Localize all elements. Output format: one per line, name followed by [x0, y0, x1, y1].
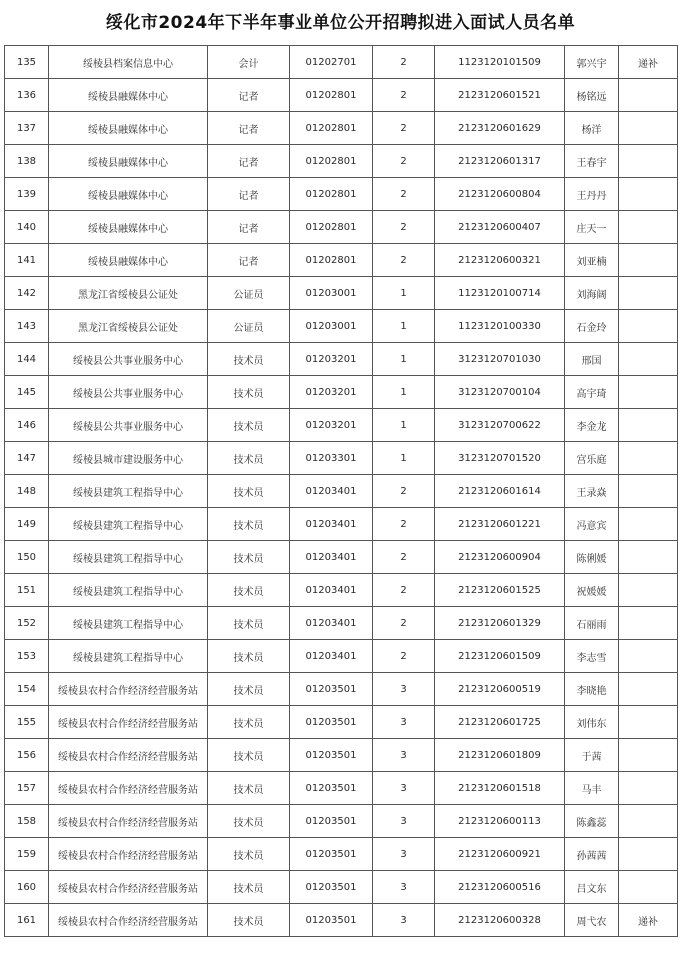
remark [619, 343, 678, 376]
remark: 递补 [619, 46, 678, 79]
row-number: 147 [5, 442, 49, 475]
candidate-name: 孙茜茜 [565, 838, 619, 871]
row-number: 150 [5, 541, 49, 574]
hiring-count: 2 [373, 574, 435, 607]
position-name: 记者 [208, 79, 290, 112]
hiring-count: 2 [373, 46, 435, 79]
position-name: 记者 [208, 244, 290, 277]
candidate-name: 马丰 [565, 772, 619, 805]
hiring-count: 3 [373, 673, 435, 706]
employer-unit: 绥棱县融媒体中心 [49, 178, 208, 211]
row-number: 161 [5, 904, 49, 937]
exam-number: 2123120601221 [435, 508, 565, 541]
candidate-name: 刘亚楠 [565, 244, 619, 277]
hiring-count: 1 [373, 376, 435, 409]
row-number: 136 [5, 79, 49, 112]
position-code: 01203501 [290, 739, 373, 772]
position-name: 公证员 [208, 310, 290, 343]
position-code: 01203501 [290, 706, 373, 739]
position-code: 01203401 [290, 574, 373, 607]
hiring-count: 2 [373, 244, 435, 277]
position-name: 技术员 [208, 805, 290, 838]
table-row [5, 574, 678, 607]
remark [619, 574, 678, 607]
candidate-name: 刘伟东 [565, 706, 619, 739]
position-code: 01203401 [290, 475, 373, 508]
remark [619, 772, 678, 805]
table-row [5, 607, 678, 640]
candidate-name: 祝媛媛 [565, 574, 619, 607]
remark [619, 79, 678, 112]
position-name: 技术员 [208, 673, 290, 706]
position-name: 技术员 [208, 541, 290, 574]
candidate-name: 邢国 [565, 343, 619, 376]
candidate-table [4, 45, 678, 937]
employer-unit: 绥棱县建筑工程指导中心 [49, 607, 208, 640]
row-number: 159 [5, 838, 49, 871]
hiring-count: 2 [373, 541, 435, 574]
position-name: 技术员 [208, 772, 290, 805]
employer-unit: 绥棱县农村合作经济经营服务站 [49, 838, 208, 871]
table-row [5, 409, 678, 442]
row-number: 148 [5, 475, 49, 508]
position-code: 01202801 [290, 145, 373, 178]
position-code: 01203501 [290, 871, 373, 904]
table-row [5, 211, 678, 244]
table-row [5, 145, 678, 178]
remark [619, 541, 678, 574]
candidate-name: 王春宇 [565, 145, 619, 178]
position-name: 公证员 [208, 277, 290, 310]
table-row [5, 673, 678, 706]
table-row [5, 805, 678, 838]
candidate-name: 高宇琦 [565, 376, 619, 409]
remark: 递补 [619, 904, 678, 937]
table-row [5, 277, 678, 310]
position-name: 技术员 [208, 442, 290, 475]
table-row [5, 46, 678, 79]
remark [619, 640, 678, 673]
employer-unit: 绥棱县融媒体中心 [49, 112, 208, 145]
exam-number: 3123120701520 [435, 442, 565, 475]
remark [619, 244, 678, 277]
position-name: 记者 [208, 178, 290, 211]
exam-number: 2123120601725 [435, 706, 565, 739]
position-code: 01203401 [290, 541, 373, 574]
row-number: 149 [5, 508, 49, 541]
remark [619, 706, 678, 739]
employer-unit: 绥棱县公共事业服务中心 [49, 343, 208, 376]
row-number: 141 [5, 244, 49, 277]
employer-unit: 绥棱县农村合作经济经营服务站 [49, 673, 208, 706]
candidate-name: 于茜 [565, 739, 619, 772]
exam-number: 2123120601317 [435, 145, 565, 178]
employer-unit: 绥棱县建筑工程指导中心 [49, 475, 208, 508]
exam-number: 2123120600516 [435, 871, 565, 904]
employer-unit: 绥棱县融媒体中心 [49, 145, 208, 178]
candidate-name: 李志雪 [565, 640, 619, 673]
position-name: 技术员 [208, 508, 290, 541]
hiring-count: 2 [373, 145, 435, 178]
remark [619, 475, 678, 508]
row-number: 142 [5, 277, 49, 310]
row-number: 155 [5, 706, 49, 739]
candidate-name: 石金玲 [565, 310, 619, 343]
hiring-count: 3 [373, 838, 435, 871]
employer-unit: 绥棱县建筑工程指导中心 [49, 640, 208, 673]
exam-number: 2123120600804 [435, 178, 565, 211]
hiring-count: 3 [373, 871, 435, 904]
candidate-name: 郭兴宇 [565, 46, 619, 79]
employer-unit: 绥棱县公共事业服务中心 [49, 409, 208, 442]
hiring-count: 2 [373, 112, 435, 145]
table-body [5, 46, 678, 937]
candidate-name: 杨铭远 [565, 79, 619, 112]
hiring-count: 1 [373, 442, 435, 475]
employer-unit: 绥棱县融媒体中心 [49, 79, 208, 112]
table-row [5, 508, 678, 541]
table-row [5, 541, 678, 574]
exam-number: 2123120600904 [435, 541, 565, 574]
hiring-count: 1 [373, 409, 435, 442]
position-code: 01203501 [290, 805, 373, 838]
candidate-name: 冯意宾 [565, 508, 619, 541]
row-number: 139 [5, 178, 49, 211]
position-code: 01203001 [290, 310, 373, 343]
remark [619, 442, 678, 475]
position-code: 01202801 [290, 112, 373, 145]
employer-unit: 绥棱县建筑工程指导中心 [49, 508, 208, 541]
exam-number: 2123120600321 [435, 244, 565, 277]
employer-unit: 绥棱县建筑工程指导中心 [49, 574, 208, 607]
row-number: 135 [5, 46, 49, 79]
row-number: 146 [5, 409, 49, 442]
position-name: 技术员 [208, 739, 290, 772]
table-row [5, 244, 678, 277]
candidate-name: 陈鑫蕊 [565, 805, 619, 838]
remark [619, 145, 678, 178]
table-row [5, 904, 678, 937]
position-code: 01203401 [290, 640, 373, 673]
hiring-count: 1 [373, 310, 435, 343]
remark [619, 739, 678, 772]
table-row [5, 706, 678, 739]
position-name: 技术员 [208, 871, 290, 904]
row-number: 158 [5, 805, 49, 838]
position-code: 01203001 [290, 277, 373, 310]
exam-number: 2123120601521 [435, 79, 565, 112]
row-number: 151 [5, 574, 49, 607]
exam-number: 2123120601614 [435, 475, 565, 508]
position-code: 01202701 [290, 46, 373, 79]
table-row [5, 310, 678, 343]
candidate-name: 庄天一 [565, 211, 619, 244]
candidate-name: 宫乐庭 [565, 442, 619, 475]
position-code: 01203301 [290, 442, 373, 475]
table-row [5, 343, 678, 376]
row-number: 154 [5, 673, 49, 706]
candidate-name: 王丹丹 [565, 178, 619, 211]
position-name: 技术员 [208, 640, 290, 673]
exam-number: 2123120601525 [435, 574, 565, 607]
hiring-count: 2 [373, 178, 435, 211]
row-number: 138 [5, 145, 49, 178]
position-code: 01202801 [290, 79, 373, 112]
table-row [5, 871, 678, 904]
employer-unit: 黑龙江省绥棱县公证处 [49, 277, 208, 310]
exam-number: 2123120600113 [435, 805, 565, 838]
employer-unit: 绥棱县农村合作经济经营服务站 [49, 706, 208, 739]
table-row [5, 178, 678, 211]
hiring-count: 3 [373, 805, 435, 838]
hiring-count: 2 [373, 640, 435, 673]
exam-number: 2123120601629 [435, 112, 565, 145]
hiring-count: 2 [373, 475, 435, 508]
position-code: 01203201 [290, 376, 373, 409]
remark [619, 310, 678, 343]
row-number: 137 [5, 112, 49, 145]
position-code: 01202801 [290, 211, 373, 244]
hiring-count: 3 [373, 904, 435, 937]
exam-number: 2123120600921 [435, 838, 565, 871]
position-code: 01203401 [290, 607, 373, 640]
remark [619, 838, 678, 871]
table-row [5, 442, 678, 475]
page-title: 绥化市2024年下半年事业单位公开招聘拟进入面试人员名单 [105, 13, 576, 33]
candidate-name: 吕文东 [565, 871, 619, 904]
position-name: 技术员 [208, 706, 290, 739]
employer-unit: 绥棱县城市建设服务中心 [49, 442, 208, 475]
candidate-name: 石丽雨 [565, 607, 619, 640]
hiring-count: 1 [373, 277, 435, 310]
exam-number: 1123120100330 [435, 310, 565, 343]
position-code: 01203201 [290, 343, 373, 376]
exam-number: 3123120701030 [435, 343, 565, 376]
position-name: 技术员 [208, 376, 290, 409]
exam-number: 2123120600407 [435, 211, 565, 244]
position-code: 01203501 [290, 904, 373, 937]
position-code: 01202801 [290, 244, 373, 277]
position-code: 01203201 [290, 409, 373, 442]
hiring-count: 2 [373, 79, 435, 112]
employer-unit: 黑龙江省绥棱县公证处 [49, 310, 208, 343]
position-name: 记者 [208, 145, 290, 178]
row-number: 160 [5, 871, 49, 904]
hiring-count: 2 [373, 211, 435, 244]
remark [619, 211, 678, 244]
employer-unit: 绥棱县农村合作经济经营服务站 [49, 739, 208, 772]
position-name: 会计 [208, 46, 290, 79]
hiring-count: 3 [373, 772, 435, 805]
exam-number: 2123120601329 [435, 607, 565, 640]
remark [619, 277, 678, 310]
position-name: 技术员 [208, 838, 290, 871]
table-row [5, 79, 678, 112]
exam-number: 2123120600519 [435, 673, 565, 706]
hiring-count: 3 [373, 706, 435, 739]
candidate-name: 杨洋 [565, 112, 619, 145]
row-number: 152 [5, 607, 49, 640]
table-row [5, 376, 678, 409]
remark [619, 673, 678, 706]
candidate-name: 李金龙 [565, 409, 619, 442]
position-code: 01203501 [290, 772, 373, 805]
position-name: 记者 [208, 211, 290, 244]
remark [619, 178, 678, 211]
exam-number: 1123120100714 [435, 277, 565, 310]
position-code: 01202801 [290, 178, 373, 211]
candidate-name: 陈俐媛 [565, 541, 619, 574]
employer-unit: 绥棱县融媒体中心 [49, 211, 208, 244]
candidate-name: 李晓艳 [565, 673, 619, 706]
exam-number: 2123120601518 [435, 772, 565, 805]
table-row [5, 739, 678, 772]
employer-unit: 绥棱县农村合作经济经营服务站 [49, 805, 208, 838]
exam-number: 3123120700104 [435, 376, 565, 409]
remark [619, 805, 678, 838]
position-name: 技术员 [208, 343, 290, 376]
remark [619, 409, 678, 442]
row-number: 156 [5, 739, 49, 772]
row-number: 157 [5, 772, 49, 805]
remark [619, 607, 678, 640]
table-row [5, 475, 678, 508]
table-row [5, 838, 678, 871]
exam-number: 2123120600328 [435, 904, 565, 937]
employer-unit: 绥棱县档案信息中心 [49, 46, 208, 79]
employer-unit: 绥棱县融媒体中心 [49, 244, 208, 277]
employer-unit: 绥棱县农村合作经济经营服务站 [49, 904, 208, 937]
position-name: 技术员 [208, 475, 290, 508]
hiring-count: 2 [373, 607, 435, 640]
position-name: 技术员 [208, 904, 290, 937]
exam-number: 2123120601809 [435, 739, 565, 772]
position-code: 01203401 [290, 508, 373, 541]
remark [619, 112, 678, 145]
hiring-count: 2 [373, 508, 435, 541]
position-name: 记者 [208, 112, 290, 145]
exam-number: 2123120601509 [435, 640, 565, 673]
row-number: 153 [5, 640, 49, 673]
remark [619, 508, 678, 541]
candidate-name: 周弋农 [565, 904, 619, 937]
candidate-name: 刘海阔 [565, 277, 619, 310]
row-number: 145 [5, 376, 49, 409]
position-code: 01203501 [290, 838, 373, 871]
position-name: 技术员 [208, 574, 290, 607]
row-number: 144 [5, 343, 49, 376]
hiring-count: 1 [373, 343, 435, 376]
exam-number: 3123120700622 [435, 409, 565, 442]
row-number: 143 [5, 310, 49, 343]
table-row [5, 640, 678, 673]
employer-unit: 绥棱县农村合作经济经营服务站 [49, 871, 208, 904]
exam-number: 1123120101509 [435, 46, 565, 79]
remark [619, 871, 678, 904]
position-name: 技术员 [208, 607, 290, 640]
employer-unit: 绥棱县建筑工程指导中心 [49, 541, 208, 574]
table-row [5, 772, 678, 805]
position-code: 01203501 [290, 673, 373, 706]
position-name: 技术员 [208, 409, 290, 442]
remark [619, 376, 678, 409]
hiring-count: 3 [373, 739, 435, 772]
row-number: 140 [5, 211, 49, 244]
candidate-name: 王录焱 [565, 475, 619, 508]
table-row [5, 112, 678, 145]
employer-unit: 绥棱县公共事业服务中心 [49, 376, 208, 409]
employer-unit: 绥棱县农村合作经济经营服务站 [49, 772, 208, 805]
